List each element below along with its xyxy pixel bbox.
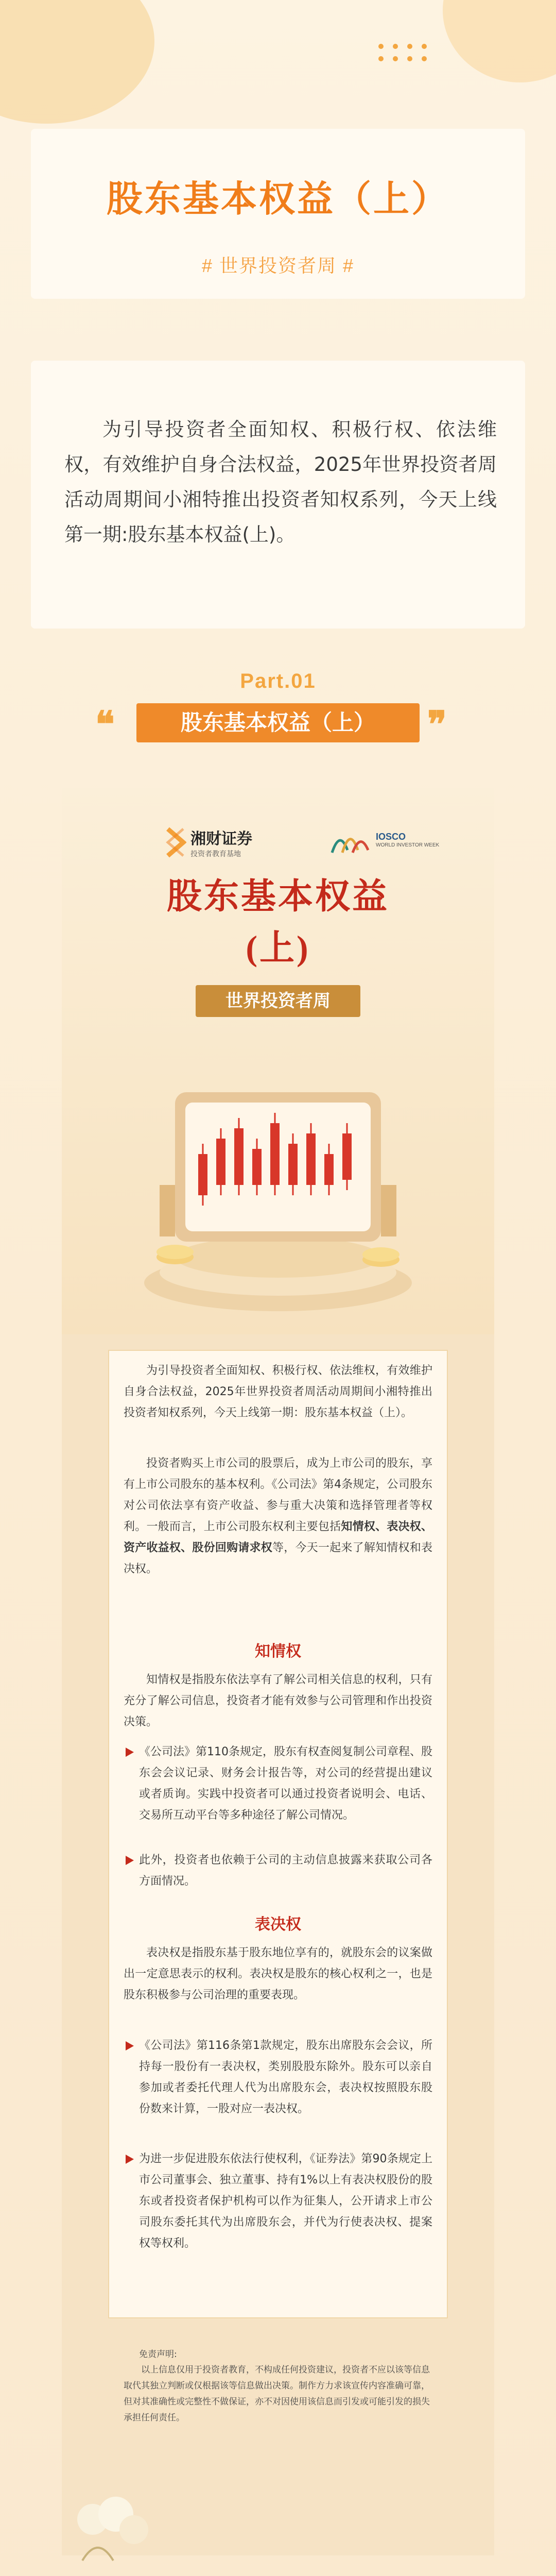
poster-subtitle: 世界投资者周 xyxy=(196,985,360,1017)
content-p2-a: 投资者购买上市公司的股票后，成为上市公司的股东，享有上市公司股东的基本权利。《公司法》第4条规定，公司股东对公司依法享有资产收益、参与重大决策和选择管理者等权利。一般而言，上市公司股东权利主要包括 xyxy=(124,1457,432,1533)
poster-disclaimer-head: 免责声明: xyxy=(139,2349,177,2360)
iosco-logo xyxy=(329,824,439,855)
xc-logo-tag: 投资者教育基地 xyxy=(190,850,241,858)
poster-disclaimer: 以上信息仅用于投资者教育，不构成任何投资建议，投资者不应以该等信息取代其独立判断或仅根据该等信息做出决策。制作方力求该宣传内容准确可靠，但对其准确性或完整性不做保证，亦不对因使用该信息而引发或可能引发的损失承担任何责任。 xyxy=(124,2365,430,2423)
quote-open-icon: ❝ xyxy=(95,703,115,745)
iosco-name: IOSCO xyxy=(376,832,406,842)
xc-logo xyxy=(165,824,252,860)
content-p1: 为引导投资者全面知权、积极行权、依法维权，有效维护自身合法权益，2025年世界投资者周活动周期间小湘特推出投资者知权系列，今天上线第一期：股东基本权益（上）。 xyxy=(124,1364,432,1419)
section2-bullet-1: 《公司法》第116条第1款规定，股东出席股东会会议，所持每一股份有一表决权，类别股股东除外。股东可以亲自参加或者委托代理人代为出席股东会，表决权按照股东股份数来计算，一股对应一表决权。 xyxy=(124,2035,432,2120)
xc-logo-name: 湘财证券 xyxy=(190,831,252,848)
content-p2 xyxy=(124,1453,432,1580)
iosco-icon xyxy=(329,824,371,855)
section-head-right-to-know: 知情权 xyxy=(255,1643,301,1660)
stock-chart-illustration xyxy=(118,1030,438,1319)
section1-paragraph: 知情权是指股东依法享有了解公司相关信息的权利，只有充分了解公司信息，投资者才能有效参与公司管理和作出投资决策。 xyxy=(124,1673,432,1728)
section2-bullet-2: 为进一步促进股东依法行使权利，《证券法》第90条规定上市公司董事会、独立董事、持有1%以上有表决权股份的股东或者投资者保护机构可以作为征集人，公开请求上市公司股东委托其代为出席股东会，并代为行使表决权、提案权等权利。 xyxy=(124,2148,432,2254)
content-p2-c: 等，今天一起来了解知情权和表决权。 xyxy=(124,1541,432,1575)
intro-text: 为引导投资者全面知权、积极行权、依法维权，有效维护自身合法权益，2025年世界投资者周活动周期间小湘特推出投资者知权系列，今天上线第一期:股东基本权益(上)。 xyxy=(64,418,497,546)
section1-bullet-2: 此外，投资者也依赖于公司的主动信息披露来获取公司各方面情况。 xyxy=(124,1850,432,1892)
xc-logo-icon xyxy=(165,827,186,858)
part-title: 股东基本权益（上） xyxy=(136,703,420,742)
part-label: Part.01 xyxy=(240,670,316,692)
iosco-tag: WORLD INVESTOR WEEK xyxy=(376,842,440,848)
section2-paragraph: 表决权是指股东基于股东地位享有的，就股东会的议案做出一定意思表示的权利。表决权是股东的核心权利之一，也是股东积极参与公司治理的重要表现。 xyxy=(124,1946,432,2002)
flower-decoration-icon xyxy=(67,2483,160,2566)
poster-title-line1: 股东基本权益 xyxy=(166,877,389,916)
poster-title xyxy=(62,871,494,974)
decor-dots xyxy=(378,44,429,61)
poster-title-line2: (上) xyxy=(246,928,310,968)
quote-close-icon: ❞ xyxy=(427,703,447,745)
content-p2-bold: 知情权、表决权、资产收益权、股份回购请求权 xyxy=(124,1520,432,1554)
section-head-voting-right: 表决权 xyxy=(255,1916,301,1933)
page-title: 股东基本权益（上） xyxy=(107,179,449,219)
section1-bullet-1: 《公司法》第110条规定，股东有权查阅复制公司章程、股东会会议记录、财务会计报告等，对公司的经营提出建议或者质询。实践中投资者可以通过投资者说明会、电话、交易所互动平台等多种途径了解公司情况。 xyxy=(124,1741,432,1826)
page-subtitle: # 世界投资者周 # xyxy=(201,255,355,276)
